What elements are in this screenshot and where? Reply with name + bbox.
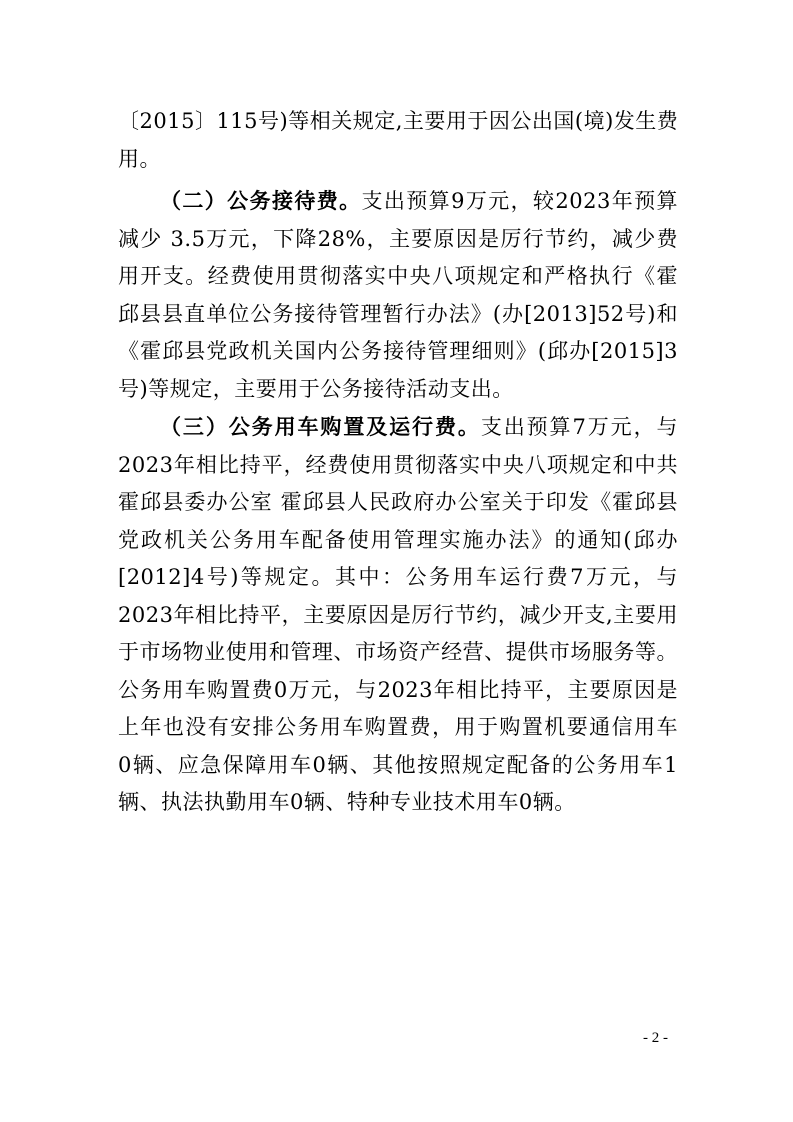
paragraph-line: 霍邱县委办公室 霍邱县人民政府办公室关于印发《霍邱县 [118, 490, 678, 514]
paragraph-line: 党政机关公务用车配备使用管理实施办法》的通知(邱办 [118, 528, 678, 552]
section-heading: （三）公务用车购置及运行费。 [160, 414, 481, 439]
paragraph-line: 减少 3.5万元，下降28%，主要原因是厉行节约，减少费 [118, 227, 678, 251]
paragraph-line: 号)等规定，主要用于公务接待活动支出。 [118, 377, 514, 401]
paragraph-line: 用开支。经费使用贯彻落实中央八项规定和严格执行《霍 [118, 264, 678, 288]
page-number: - 2 - [643, 1030, 668, 1046]
paragraph-line: 用。 [118, 147, 161, 171]
paragraph-line: 〔2015〕115号)等相关规定,主要用于因公出国(境)发生费 [118, 109, 679, 133]
paragraph-text: 支出预算7万元，与 [480, 415, 678, 439]
paragraph-line: 辆、执法执勤用车0辆、特种专业技术用车0辆。 [118, 790, 576, 814]
paragraph-line: [2012]4号)等规定。其中：公务用车运行费7万元，与 [118, 565, 678, 589]
paragraph-line: 公务用车购置费0万元，与2023年相比持平，主要原因是 [118, 678, 678, 702]
paragraph-line: 于市场物业使用和管理、市场资产经营、提供市场服务等。 [118, 640, 678, 664]
paragraph-line: 《霍邱县党政机关国内公务接待管理细则》(邱办[2015]3 [118, 339, 678, 363]
paragraph-line: 0辆、应急保障用车0辆、其他按照规定配备的公务用车1 [118, 753, 678, 777]
paragraph-line [160, 188, 678, 214]
section-heading: （二）公务接待费。 [160, 188, 362, 213]
paragraph-line: 2023年相比持平，主要原因是厉行节约，减少开支,主要用 [118, 603, 678, 627]
paragraph-line: 2023年相比持平，经费使用贯彻落实中央八项规定和中共 [118, 453, 678, 477]
paragraph-line: 邱县县直单位公务接待管理暂行办法》(办[2013]52号)和 [118, 302, 678, 326]
paragraph-line: 上年也没有安排公务用车购置费，用于购置机要通信用车 [118, 715, 678, 739]
paragraph-text: 支出预算9万元，较2023年预算 [361, 189, 678, 213]
paragraph-line [160, 414, 678, 440]
